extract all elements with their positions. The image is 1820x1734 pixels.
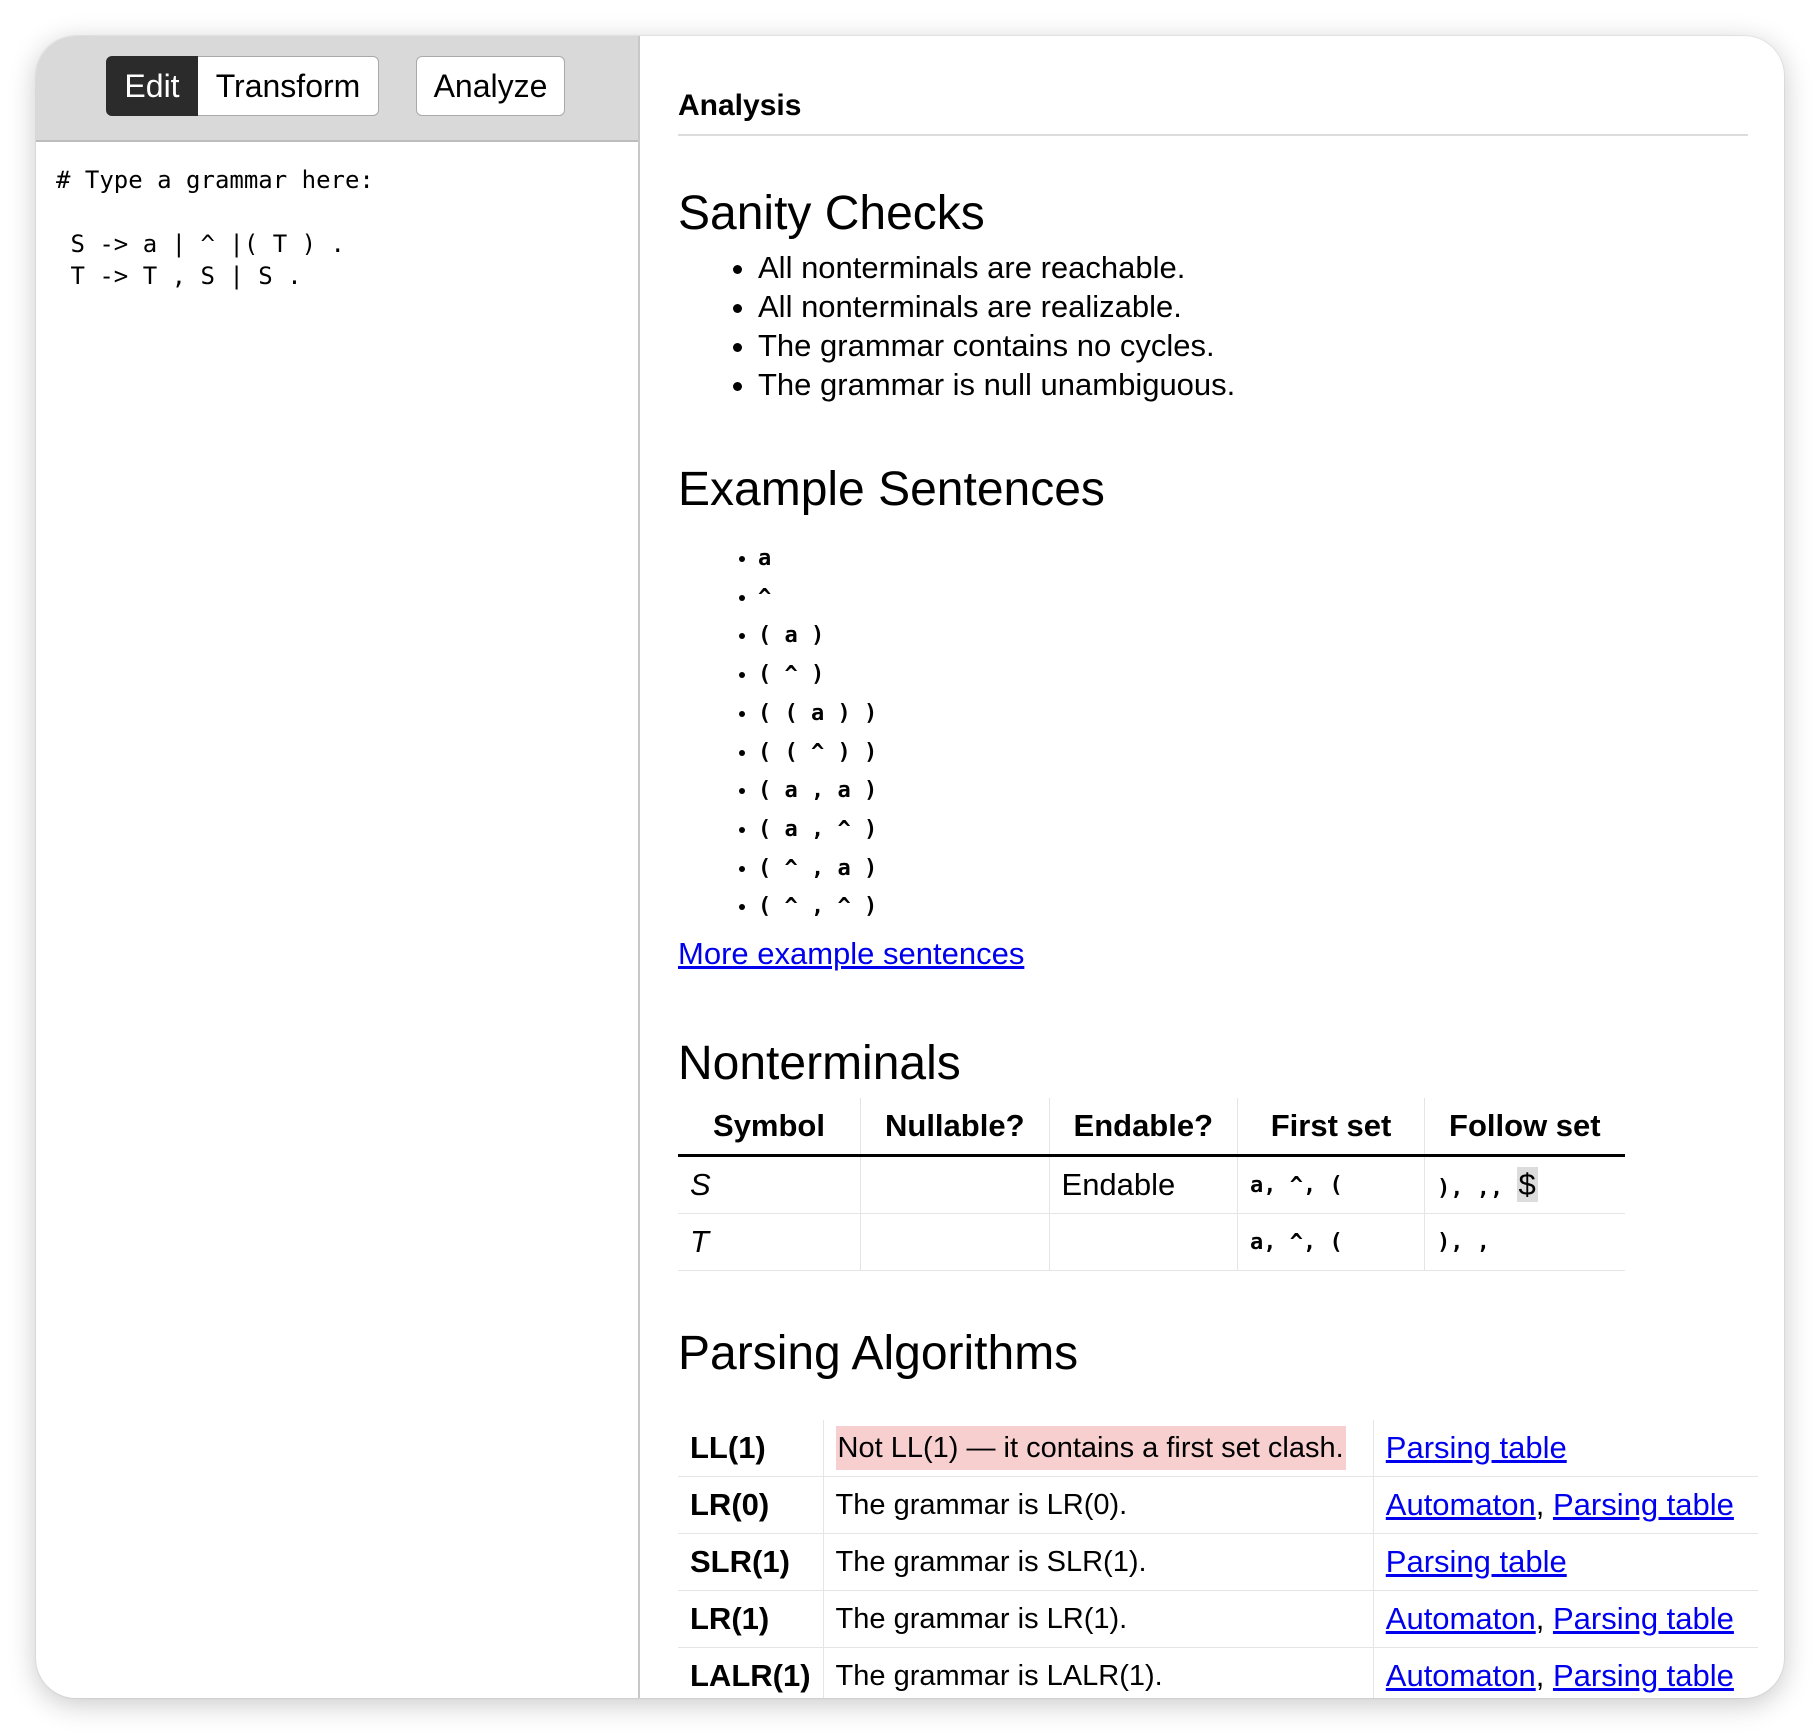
list-item: • ( ^ ) (758, 656, 877, 695)
algorithm-links (1373, 1648, 1758, 1699)
parsing-table-link[interactable]: Parsing table (1552, 1658, 1734, 1693)
parsing-algorithms-table (678, 1420, 1758, 1698)
algorithm-result: The grammar is LR(1). (823, 1591, 1373, 1648)
algorithm-result: The grammar is LALR(1). (823, 1648, 1373, 1699)
parsing-table-link[interactable]: Parsing table (1552, 1601, 1734, 1636)
list-item: • ( ( a ) ) (758, 695, 877, 734)
endable-cell: Endable (1049, 1156, 1238, 1214)
editor-pane (36, 36, 640, 1698)
column-header: Endable? (1049, 1098, 1238, 1156)
column-header: First set (1238, 1098, 1425, 1156)
nullable-cell (861, 1156, 1050, 1214)
grammar-editor[interactable]: # Type a grammar here: S -> a | ^ |( T ) . T -> T , S | S . (56, 166, 374, 290)
sanity-checks-heading: Sanity Checks (678, 187, 985, 240)
algorithm-name: SLR(1) (678, 1534, 823, 1591)
list-item: • ( a ) (758, 617, 877, 656)
parsing-table-link[interactable]: Parsing table (1552, 1487, 1734, 1522)
nonterminals-heading: Nonterminals (678, 1037, 961, 1090)
symbol-cell: T (678, 1214, 861, 1271)
automaton-link[interactable]: Automaton (1385, 1487, 1536, 1522)
algorithm-links (1373, 1591, 1758, 1648)
link-separator: , (1535, 1658, 1553, 1693)
analysis-header: Analysis (678, 78, 1748, 136)
analysis-pane (678, 36, 1758, 1698)
automaton-link[interactable]: Automaton (1385, 1658, 1536, 1693)
table-row (678, 1214, 1625, 1271)
algorithm-name: LL(1) (678, 1420, 823, 1477)
list-item: • The grammar contains no cycles. (758, 326, 1235, 365)
link-separator: , (1535, 1601, 1553, 1636)
follow-set-cell (1425, 1156, 1625, 1214)
nullable-cell (861, 1214, 1050, 1271)
algorithm-result: The grammar is LR(0). (823, 1477, 1373, 1534)
column-header: Symbol (678, 1098, 861, 1156)
table-row (678, 1477, 1758, 1534)
column-header: Follow set (1425, 1098, 1625, 1156)
edit-button[interactable]: Edit (106, 56, 198, 116)
list-item: • The grammar is null unambiguous. (758, 365, 1235, 404)
end-marker: $ (1518, 1167, 1536, 1202)
first-set-cell: a, ^, ( (1238, 1156, 1425, 1214)
list-item: • ( a , ^ ) (758, 811, 877, 850)
table-row (678, 1420, 1758, 1477)
list-item: • ( ( ^ ) ) (758, 734, 877, 773)
list-item: • ^ (758, 579, 877, 618)
list-item: • All nonterminals are realizable. (758, 287, 1235, 326)
endable-cell (1049, 1214, 1238, 1271)
list-item: • a (758, 540, 877, 579)
symbol-cell: S (678, 1156, 861, 1214)
transform-button[interactable]: Transform (198, 56, 379, 116)
first-set-cell: a, ^, ( (1238, 1214, 1425, 1271)
list-item: • All nonterminals are reachable. (758, 248, 1235, 287)
column-header: Nullable? (861, 1098, 1050, 1156)
parsing-table-link[interactable]: Parsing table (1385, 1430, 1567, 1465)
analyze-button[interactable]: Analyze (416, 56, 565, 116)
parsing-algorithms-heading: Parsing Algorithms (678, 1327, 1079, 1380)
more-example-sentences-link[interactable]: More example sentences (678, 936, 1025, 971)
follow-set-cell (1425, 1214, 1625, 1271)
table-row (678, 1648, 1758, 1699)
algorithm-name: LR(0) (678, 1477, 823, 1534)
follow-set-text: ), , (1437, 1229, 1491, 1255)
example-sentences-heading: Example Sentences (678, 463, 1105, 516)
example-sentences-list (678, 540, 877, 927)
nonterminals-table (678, 1098, 1625, 1271)
table-row (678, 1156, 1625, 1214)
toolbar (36, 36, 638, 142)
list-item: • ( ^ , ^ ) (758, 888, 877, 927)
follow-set-text: ), ,, (1437, 1176, 1517, 1201)
link-separator: , (1535, 1487, 1553, 1522)
algorithm-name: LR(1) (678, 1591, 823, 1648)
algorithm-links (1373, 1534, 1758, 1591)
algorithm-links (1373, 1477, 1758, 1534)
algorithm-result: The grammar is SLR(1). (823, 1534, 1373, 1591)
conflict-message: Not LL(1) — it contains a first set clash. (836, 1426, 1346, 1470)
sanity-checks-list (678, 248, 1235, 404)
table-row (678, 1591, 1758, 1648)
parsing-table-link[interactable]: Parsing table (1385, 1544, 1567, 1579)
list-item: • ( a , a ) (758, 772, 877, 811)
algorithm-links (1373, 1420, 1758, 1477)
automaton-link[interactable]: Automaton (1385, 1601, 1536, 1636)
app-window (36, 36, 1784, 1698)
list-item: • ( ^ , a ) (758, 850, 877, 889)
table-row (678, 1534, 1758, 1591)
algorithm-result (823, 1420, 1373, 1477)
algorithm-name: LALR(1) (678, 1648, 823, 1699)
